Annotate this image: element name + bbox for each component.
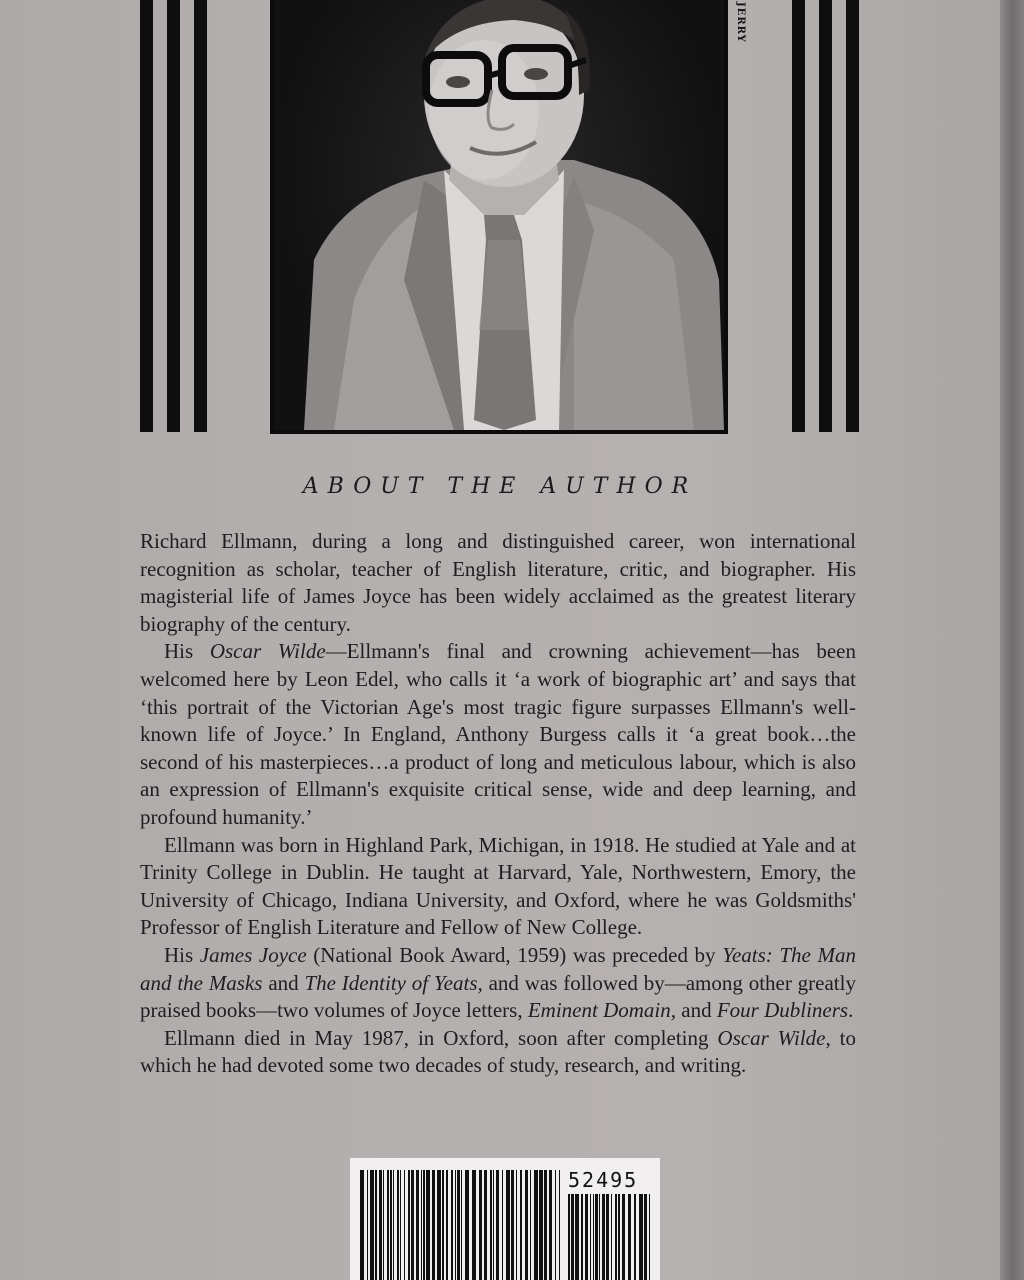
bio-paragraph: His James Joyce (National Book Award, 1959) was preceded by Yeats: The Man and the Masks and The Identity of Yeats, and was followed by—among other greatly praised books—two volumes of Joyce letters, Eminent Domain, and Four Dubliners.: [140, 942, 856, 1023]
decorative-bar: [140, 0, 153, 432]
decorative-bar: [819, 0, 832, 432]
author-portrait-image: [274, 0, 724, 430]
bio-paragraph: Ellmann died in May 1987, in Oxford, soon after completing Oscar Wilde, to which he had devoted some two decades of study, research, and writing.: [140, 1025, 856, 1078]
author-photo-frame: [270, 0, 728, 434]
decorative-bar: [167, 0, 180, 432]
barcode-image: [360, 1170, 560, 1280]
barcode-addon-image: [568, 1194, 652, 1280]
book-spine-edge: [1000, 0, 1024, 1280]
bio-paragraph: Richard Ellmann, during a long and distinguished career, won international recognition as scholar, teacher of English literature, critic, and biographer. His magisterial life of James Joyce has been widely acclaimed as the greatest literary biography of the century.: [140, 529, 856, 636]
barcode-label: [350, 1158, 660, 1280]
author-photo: [274, 0, 724, 430]
author-biography: [140, 528, 856, 1080]
decorative-bar: [846, 0, 859, 432]
decorative-bar: [792, 0, 805, 432]
decorative-bar: [194, 0, 207, 432]
bio-paragraph: Ellmann was born in Highland Park, Michigan, in 1918. He studied at Yale and at Trinity College in Dublin. He taught at Harvard, Yale, Northwestern, Emory, the University of Chicago, Indiana University, and Oxford, where he was Goldsmiths' Professor of English Literature and Fellow of New College.: [140, 832, 856, 940]
barcode-number: 52495: [568, 1168, 639, 1192]
bio-paragraph: His Oscar Wilde—Ellmann's final and crowning achievement—has been welcomed here by Leon Edel, who calls it ‘a work of biographic art’ and says that ‘this portrait of the Victorian Age's most tragic figure surpasses Ellmann's well-known life of Joyce.’ In England, Anthony Burgess calls it ‘a great book…the second of his masterpieces…a product of long and meticulous labour, which is also an expression of Ellmann's exquisite critical sense, wide and deep learning, and profound humanity.’: [140, 639, 856, 829]
section-heading: ABOUT THE AUTHOR: [302, 474, 698, 499]
photo-credit: JERRY: [735, 2, 746, 43]
